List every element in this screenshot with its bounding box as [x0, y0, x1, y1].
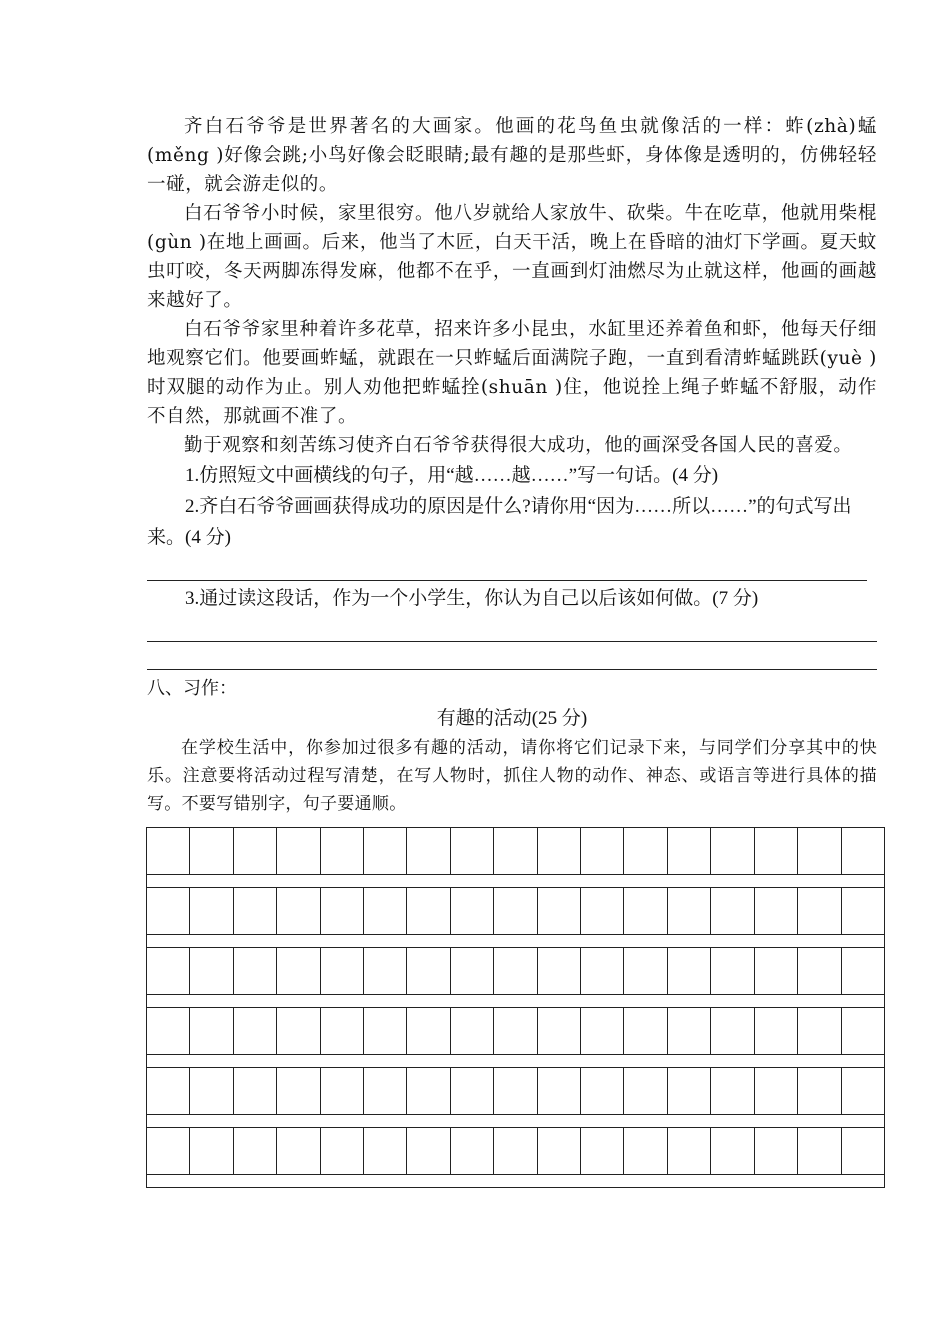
grid-cell[interactable]	[190, 1127, 233, 1175]
grid-cell[interactable]	[668, 1007, 711, 1055]
grid-cell[interactable]	[234, 1067, 277, 1115]
grid-cell[interactable]	[364, 827, 407, 875]
grid-cell[interactable]	[668, 827, 711, 875]
grid-cell[interactable]	[407, 887, 450, 935]
grid-cell[interactable]	[147, 1127, 190, 1175]
passage-paragraph-3: 白石爷爷家里种着许多花草，招来许多小昆虫，水缸里还养着鱼和虾，他每天仔细地观察它们。他要画蚱蜢，就跟在一只蚱蜢后面满院子跑，一直到看清蚱蜢跳跃(yuè )时双腿的动作为止。别人劝他把蚱蜢拴(shuān )住，他说拴上绳子蚱蜢不舒服，动作不自然，那就画不准了。	[147, 319, 877, 427]
grid-cell[interactable]	[234, 827, 277, 875]
grid-cell[interactable]	[538, 827, 581, 875]
grid-cell[interactable]	[711, 1007, 754, 1055]
grid-cell[interactable]	[451, 1067, 494, 1115]
passage-paragraph-4: 勤于观察和刻苦练习使齐白石爷爷获得很大成功，他的画深受各国人民的喜爱。	[184, 435, 853, 456]
grid-cell[interactable]	[147, 827, 190, 875]
grid-cell[interactable]	[364, 1007, 407, 1055]
grid-cell[interactable]	[755, 827, 798, 875]
grid-cell[interactable]	[451, 887, 494, 935]
question-2: 2.齐白石爷爷画画获得成功的原因是什么?请你用“因为……所以……”的句式写出来。(4 分)	[147, 496, 852, 548]
grid-row	[146, 947, 885, 995]
grid-cell[interactable]	[321, 1067, 364, 1115]
grid-cell[interactable]	[538, 1007, 581, 1055]
grid-cell[interactable]	[581, 1127, 624, 1175]
grid-cell[interactable]	[842, 887, 885, 935]
grid-cell[interactable]	[234, 947, 277, 995]
grid-cell[interactable]	[842, 827, 885, 875]
question-3: 3.通过读这段话，作为一个小学生，你认为自己以后该如何做。(7 分)	[185, 588, 759, 609]
grid-cell[interactable]	[581, 827, 624, 875]
grid-cell[interactable]	[147, 887, 190, 935]
grid-row-gap	[146, 1115, 885, 1127]
grid-cell[interactable]	[581, 1007, 624, 1055]
grid-cell[interactable]	[711, 887, 754, 935]
grid-cell[interactable]	[842, 947, 885, 995]
grid-cell[interactable]	[581, 887, 624, 935]
grid-row	[146, 1007, 885, 1055]
grid-cell[interactable]	[147, 1067, 190, 1115]
composition-instructions: 在学校生活中，你参加过很多有趣的活动，请你将它们记录下来，与同学们分享其中的快乐。注意要将活动过程写清楚，在写人物时，抓住人物的动作、神态、或语言等进行具体的描写。不要写错别字，句子要通顺。	[147, 738, 877, 814]
grid-cell[interactable]	[538, 1127, 581, 1175]
grid-cell[interactable]	[668, 1067, 711, 1115]
grid-cell[interactable]	[624, 1007, 667, 1055]
answer-line-q3-2[interactable]	[147, 642, 877, 670]
grid-cell[interactable]	[277, 947, 320, 995]
passage-paragraph-1: 齐白石爷爷是世界著名的大画家。他画的花鸟鱼虫就像活的一样：蚱(zhà)蜢(měng )好像会跳;小鸟好像会眨眼睛;最有趣的是那些虾，身体像是透明的，仿佛轻轻一碰，就会游走似的。	[147, 116, 877, 195]
grid-cell[interactable]	[407, 1007, 450, 1055]
grid-cell[interactable]	[407, 1127, 450, 1175]
composition-title: 有趣的活动(25 分)	[436, 708, 588, 729]
grid-cell[interactable]	[494, 827, 537, 875]
grid-row	[146, 1067, 885, 1115]
grid-row	[146, 1127, 885, 1175]
grid-cell[interactable]	[147, 947, 190, 995]
writing-grid[interactable]	[146, 827, 885, 1188]
grid-row-gap	[146, 995, 885, 1007]
grid-cell[interactable]	[190, 947, 233, 995]
answer-line-q3-1[interactable]	[147, 614, 877, 642]
grid-cell[interactable]	[407, 947, 450, 995]
grid-cell[interactable]	[842, 1127, 885, 1175]
grid-cell[interactable]	[624, 827, 667, 875]
grid-cell[interactable]	[234, 887, 277, 935]
grid-cell[interactable]	[277, 887, 320, 935]
grid-cell[interactable]	[190, 887, 233, 935]
grid-cell[interactable]	[451, 947, 494, 995]
grid-cell[interactable]	[364, 947, 407, 995]
grid-row-gap	[146, 1175, 885, 1188]
grid-cell[interactable]	[234, 1127, 277, 1175]
grid-cell[interactable]	[190, 827, 233, 875]
grid-cell[interactable]	[711, 1127, 754, 1175]
grid-cell[interactable]	[538, 887, 581, 935]
grid-cell[interactable]	[538, 947, 581, 995]
grid-cell[interactable]	[321, 947, 364, 995]
grid-cell[interactable]	[668, 1127, 711, 1175]
grid-cell[interactable]	[624, 947, 667, 995]
grid-cell[interactable]	[581, 1067, 624, 1115]
grid-row-gap	[146, 875, 885, 887]
grid-cell[interactable]	[711, 827, 754, 875]
exam-page	[147, 112, 877, 818]
grid-cell[interactable]	[147, 1007, 190, 1055]
grid-cell[interactable]	[538, 1067, 581, 1115]
grid-cell[interactable]	[234, 1007, 277, 1055]
grid-cell[interactable]	[798, 827, 841, 875]
grid-cell[interactable]	[364, 1067, 407, 1115]
grid-cell[interactable]	[277, 1127, 320, 1175]
grid-cell[interactable]	[321, 1127, 364, 1175]
grid-cell[interactable]	[668, 947, 711, 995]
grid-cell[interactable]	[277, 827, 320, 875]
grid-cell[interactable]	[321, 1007, 364, 1055]
grid-cell[interactable]	[277, 1007, 320, 1055]
grid-cell[interactable]	[668, 887, 711, 935]
grid-cell[interactable]	[624, 887, 667, 935]
grid-row-gap	[146, 935, 885, 947]
grid-cell[interactable]	[755, 887, 798, 935]
grid-cell[interactable]	[494, 1007, 537, 1055]
grid-cell[interactable]	[624, 1127, 667, 1175]
grid-row	[146, 887, 885, 935]
grid-cell[interactable]	[277, 1067, 320, 1115]
grid-cell[interactable]	[624, 1067, 667, 1115]
grid-cell[interactable]	[321, 827, 364, 875]
grid-cell[interactable]	[494, 887, 537, 935]
grid-cell[interactable]	[798, 947, 841, 995]
grid-cell[interactable]	[711, 947, 754, 995]
grid-row	[146, 827, 885, 875]
grid-cell[interactable]	[364, 887, 407, 935]
grid-cell[interactable]	[842, 1007, 885, 1055]
grid-cell[interactable]	[190, 1007, 233, 1055]
grid-cell[interactable]	[190, 1067, 233, 1115]
grid-cell[interactable]	[364, 1127, 407, 1175]
grid-cell[interactable]	[798, 1127, 841, 1175]
question-1: 1.仿照短文中画横线的句子，用“越……越……”写一句话。(4 分)	[185, 465, 719, 486]
answer-line-q2[interactable]	[147, 553, 867, 581]
grid-cell[interactable]	[451, 1007, 494, 1055]
grid-cell[interactable]	[755, 1067, 798, 1115]
grid-cell[interactable]	[451, 1127, 494, 1175]
grid-cell[interactable]	[798, 887, 841, 935]
passage-paragraph-2: 白石爷爷小时候，家里很穷。他八岁就给人家放牛、砍柴。牛在吃草，他就用柴棍(gùn )在地上画画。后来，他当了木匠，白天干活，晚上在昏暗的油灯下学画。夏天蚊虫叮咬，冬天两脚冻得发麻，他都不在乎，一直画到灯油燃尽为止就这样，他画的画越来越好了。	[147, 203, 877, 311]
grid-cell[interactable]	[407, 827, 450, 875]
grid-cell[interactable]	[842, 1067, 885, 1115]
grid-cell[interactable]	[321, 887, 364, 935]
grid-cell[interactable]	[451, 827, 494, 875]
grid-cell[interactable]	[798, 1007, 841, 1055]
grid-cell[interactable]	[711, 1067, 754, 1115]
grid-cell[interactable]	[798, 1067, 841, 1115]
grid-cell[interactable]	[755, 947, 798, 995]
grid-row-gap	[146, 1055, 885, 1067]
grid-cell[interactable]	[755, 1127, 798, 1175]
grid-cell[interactable]	[494, 947, 537, 995]
grid-cell[interactable]	[494, 1067, 537, 1115]
section-heading: 八、习作：	[147, 678, 237, 699]
grid-cell[interactable]	[494, 1127, 537, 1175]
grid-cell[interactable]	[407, 1067, 450, 1115]
grid-cell[interactable]	[581, 947, 624, 995]
grid-cell[interactable]	[755, 1007, 798, 1055]
